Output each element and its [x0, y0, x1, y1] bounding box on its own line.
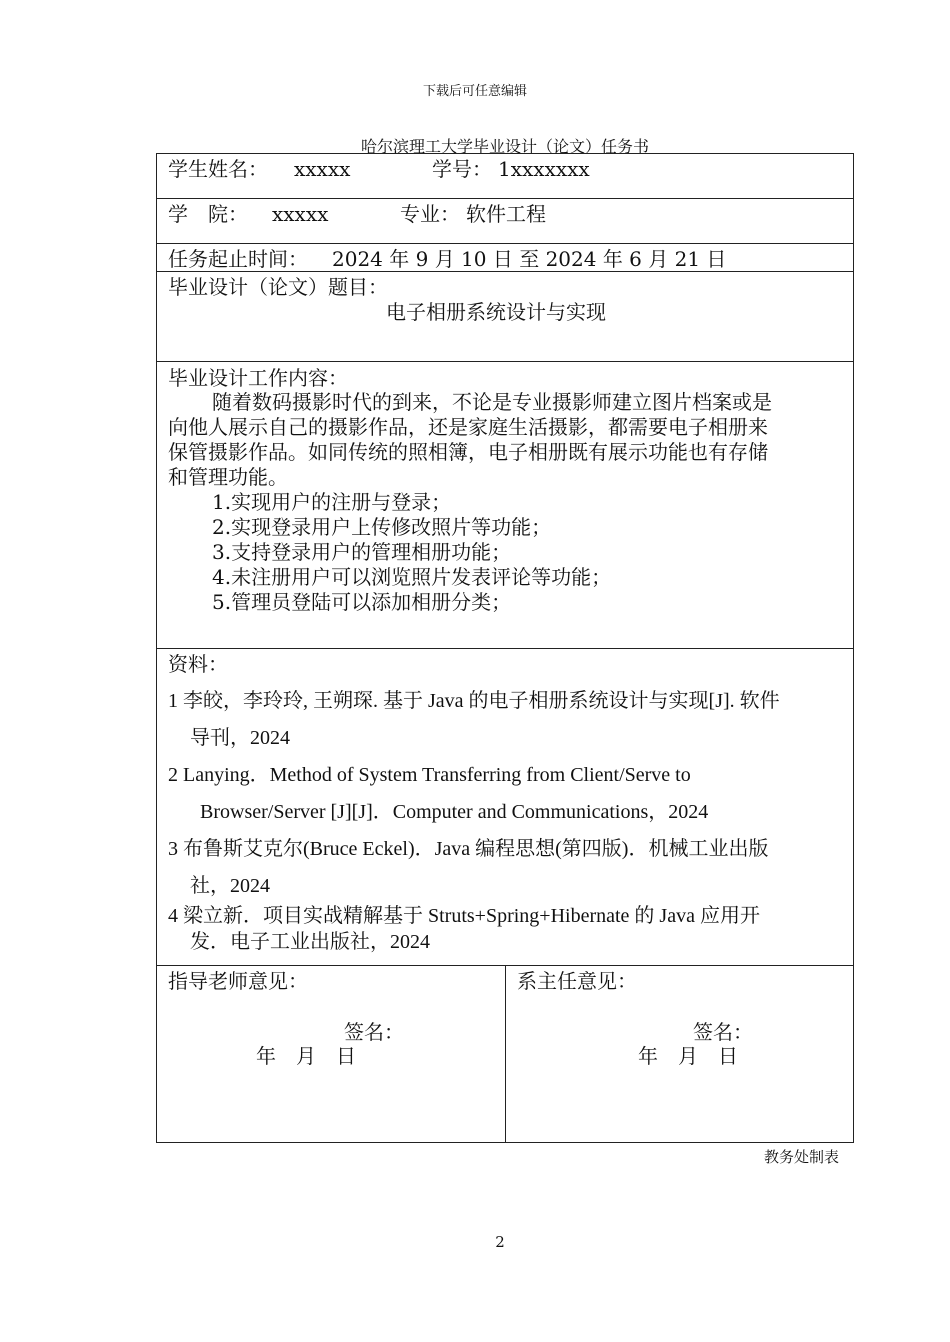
id-value: 1xxxxxxx: [498, 157, 590, 181]
reference-line: 4 梁立新．项目实战精解基于 Struts+Spring+Hibernate 的 Java 应用开: [168, 905, 760, 927]
reference-line: 3 布鲁斯艾克尔(Bruce Eckel)．Java 编程思想(第四版)．机械工业出版: [168, 838, 769, 860]
content-paragraph-line: 向他人展示自己的摄影作品，还是家庭生活摄影，都需要电子相册来: [168, 415, 768, 439]
row-divider: [156, 271, 854, 272]
content-list-item: 4.未注册用户可以浏览照片发表评论等功能；: [212, 565, 612, 589]
row-divider: [156, 648, 854, 649]
reference-line: 社，2024: [190, 875, 270, 897]
head-date-label: 年 月 日: [638, 1044, 738, 1068]
topic-value: 电子相册系统设计与实现: [386, 300, 606, 324]
content-list-item: 2.实现登录用户上传修改照片等功能；: [212, 515, 552, 539]
document-title: 哈尔滨理工大学毕业设计（论文）任务书: [360, 137, 649, 156]
reference-line: 1 李皎，李玲玲, 王朔琛. 基于 Java 的电子相册系统设计与实现[J]. 软件: [168, 690, 780, 712]
head-sign-label: 签名：: [693, 1020, 753, 1044]
content-label: 毕业设计工作内容：: [168, 366, 348, 390]
reference-line: 发．电子工业出版社，2024: [190, 931, 430, 953]
college-label: 学 院：: [168, 202, 248, 226]
content-paragraph-line: 随着数码摄影时代的到来，不论是专业摄影师建立图片档案或是: [212, 390, 772, 414]
advisor-sign-label: 签名：: [344, 1020, 404, 1044]
major-value: 软件工程: [466, 202, 546, 226]
page-number: 2: [495, 1233, 505, 1251]
header-note: 下载后可任意编辑: [422, 84, 527, 99]
content-list-item: 3.支持登录用户的管理相册功能；: [212, 540, 512, 564]
id-label: 学号：: [432, 157, 492, 181]
content-list-item: 1.实现用户的注册与登录；: [212, 490, 452, 514]
reference-line: 2 Lanying．Method of System Transferring from Client/Serve to: [168, 764, 691, 786]
advisor-date-label: 年 月 日: [256, 1044, 356, 1068]
period-label: 任务起止时间：: [168, 247, 308, 271]
row-divider: [156, 198, 854, 199]
college-value: xxxxx: [272, 202, 329, 226]
content-paragraph-line: 保管摄影作品。如同传统的照相簿，电子相册既有展示功能也有存储: [168, 440, 768, 464]
head-opinion-label: 系主任意见：: [517, 969, 637, 993]
student-name: xxxxx: [294, 157, 351, 181]
period-value: 2024 年 9 月 10 日 至 2024 年 6 月 21 日: [332, 247, 727, 271]
reference-line: Browser/Server [J][J]．Computer and Communications，2024: [200, 801, 709, 823]
student-label: 学生姓名：: [168, 157, 268, 181]
references-label: 资料：: [168, 652, 228, 676]
topic-label: 毕业设计（论文）题目：: [168, 275, 388, 299]
row-divider: [156, 243, 854, 244]
column-divider: [505, 965, 506, 1143]
row-divider: [156, 361, 854, 362]
footer-note: 教务处制表: [764, 1148, 840, 1166]
content-paragraph-line: 和管理功能。: [168, 465, 288, 489]
reference-line: 导刊，2024: [190, 727, 290, 749]
major-label: 专业：: [400, 202, 460, 226]
advisor-opinion-label: 指导老师意见：: [168, 969, 308, 993]
content-list-item: 5.管理员登陆可以添加相册分类；: [212, 590, 512, 614]
